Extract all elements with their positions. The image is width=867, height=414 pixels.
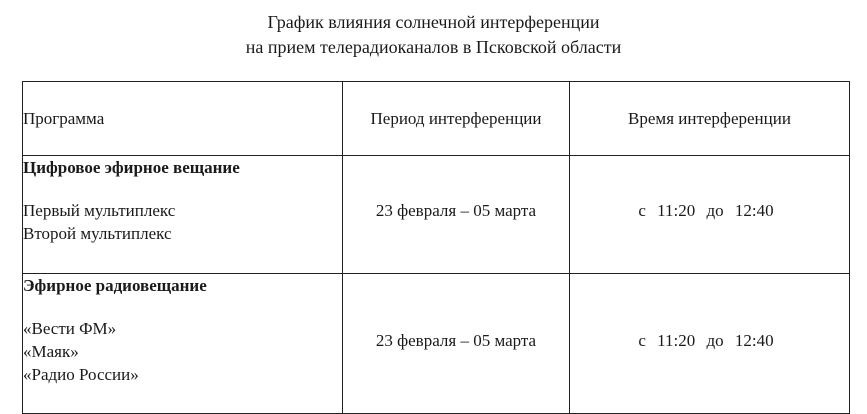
table-row	[23, 156, 850, 274]
time-from-word: с	[638, 200, 646, 220]
header-time: Время интерференции	[570, 82, 850, 156]
program-item: «Маяк»	[23, 342, 79, 361]
program-item: Второй мультиплекс	[23, 224, 172, 243]
title-line-1: График влияния солнечной интерференции	[267, 12, 600, 32]
time-from-word: с	[638, 330, 646, 350]
program-item: «Радио России»	[23, 365, 139, 384]
time-from: 11:20	[657, 330, 696, 350]
interference-schedule-table	[22, 81, 850, 414]
header-program: Программа	[23, 82, 343, 156]
program-item: «Вести ФМ»	[23, 319, 117, 338]
document-title	[0, 10, 867, 60]
time-cell	[570, 274, 850, 414]
time-to-word: до	[706, 200, 724, 220]
period-cell: 23 февраля – 05 марта	[343, 156, 570, 274]
period-cell: 23 февраля – 05 марта	[343, 274, 570, 414]
time-cell	[570, 156, 850, 274]
section-title: Цифровое эфирное вещание	[23, 158, 240, 177]
section-title: Эфирное радиовещание	[23, 276, 207, 295]
title-line-2: на прием телерадиоканалов в Псковской области	[245, 37, 622, 57]
table-row	[23, 274, 850, 414]
time-to: 12:40	[734, 330, 774, 350]
time-to-word: до	[706, 330, 724, 350]
header-period: Период интерференции	[343, 82, 570, 156]
table-header-row	[23, 82, 850, 156]
program-cell	[23, 274, 343, 414]
time-to: 12:40	[734, 200, 774, 220]
program-cell	[23, 156, 343, 274]
time-from: 11:20	[657, 200, 696, 220]
program-item: Первый мультиплекс	[23, 201, 176, 220]
